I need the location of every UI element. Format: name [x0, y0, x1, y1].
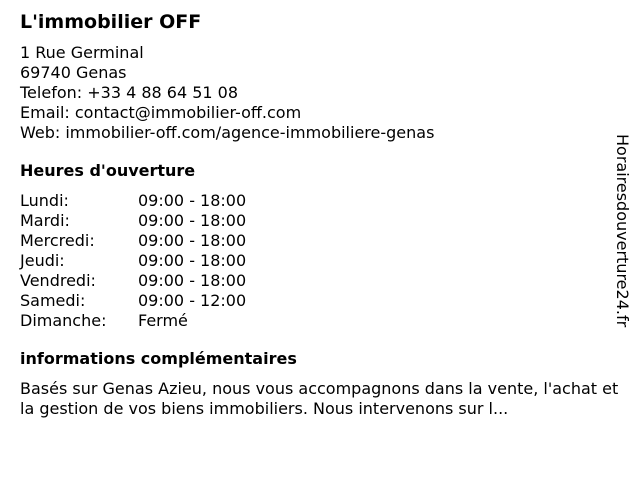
- hours-row-tuesday: [20, 211, 610, 231]
- time-value: 09:00 - 18:00: [138, 271, 247, 290]
- hours-title: Heures d'ouverture: [20, 161, 196, 180]
- contact-info: [20, 43, 610, 143]
- business-card: [20, 10, 619, 419]
- time-value: 09:00 - 12:00: [138, 291, 247, 310]
- hours-row-thursday: [20, 251, 610, 271]
- time-value: 09:00 - 18:00: [138, 211, 247, 230]
- hours-row-saturday: [20, 291, 610, 311]
- day-label: Lundi:: [20, 191, 69, 210]
- day-label: Mercredi:: [20, 231, 95, 250]
- address-line-1: 1 Rue Germinal: [20, 43, 144, 62]
- site-watermark: Horairesdouverture24.fr: [613, 134, 632, 328]
- hours-row-sunday: [20, 311, 610, 331]
- day-label: Jeudi:: [20, 251, 65, 270]
- day-label: Vendredi:: [20, 271, 96, 290]
- day-label: Samedi:: [20, 291, 86, 310]
- day-label: Dimanche:: [20, 311, 107, 330]
- hours-row-wednesday: [20, 231, 610, 251]
- hours-row-monday: [20, 191, 610, 211]
- phone-line: Telefon: +33 4 88 64 51 08: [20, 83, 239, 102]
- time-value: 09:00 - 18:00: [138, 231, 247, 250]
- time-value: Fermé: [138, 311, 188, 330]
- time-value: 09:00 - 18:00: [138, 251, 247, 270]
- hours-row-friday: [20, 271, 610, 291]
- info-description: Basés sur Genas Azieu, nous vous accompagnons dans la vente, l'achat et la gestion de vos biens immobiliers. Nous intervenons sur l...: [20, 379, 619, 418]
- email-line: Email: contact@immobilier-off.com: [20, 103, 302, 122]
- hours-table: [20, 191, 610, 331]
- time-value: 09:00 - 18:00: [138, 191, 247, 210]
- address-line-2: 69740 Genas: [20, 63, 127, 82]
- day-label: Mardi:: [20, 211, 70, 230]
- web-line: Web: immobilier-off.com/agence-immobiliere-genas: [20, 123, 435, 142]
- info-title: informations complémentaires: [20, 349, 297, 368]
- business-name: L'immobilier OFF: [20, 11, 202, 33]
